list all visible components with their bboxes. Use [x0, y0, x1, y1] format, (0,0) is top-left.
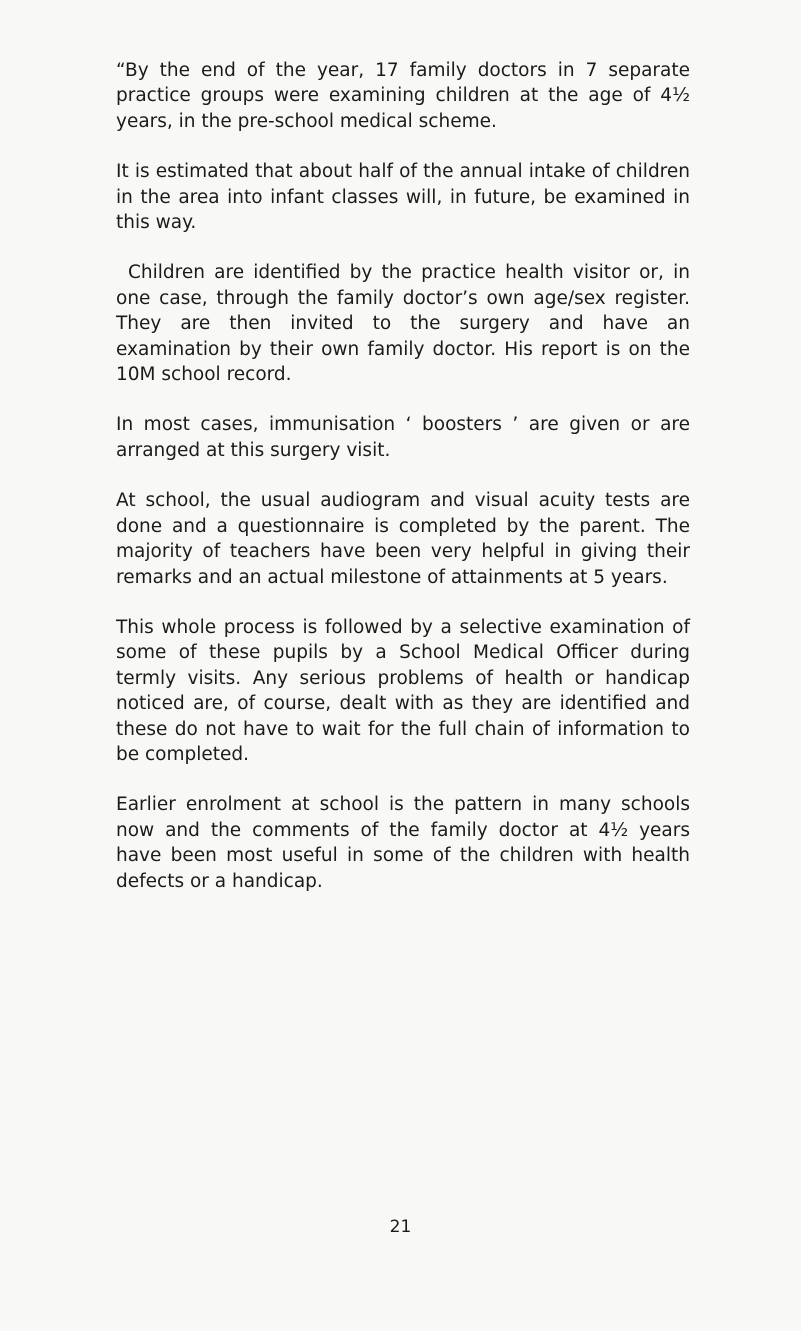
paragraph-3: Children are identified by the practice health visitor or, in one case, through the family doctor’s own age/sex register. They are then invited to the surgery and have an examination by their own family doctor. His report is on the 10M school record. [116, 262, 690, 386]
body-text [116, 58, 690, 919]
paragraph-6: This whole process is followed by a selective examination of some of these pupils by a School Medical Officer during termly visits. Any serious problems of health or handicap noticed are, of course, dealt with as they are identified and these do not have to wait for the full chain of information to be completed. [116, 616, 690, 765]
paragraph-4: In most cases, immunisation ‘ boosters ’ are given or are arranged at this surgery visit. [116, 414, 690, 461]
paragraph-7: Earlier enrolment at school is the pattern in many schools now and the comments of the family doctor at 4½ years have been most useful in some of the children with health defects or a handicap. [116, 794, 690, 892]
paragraph-2: It is estimated that about half of the annual intake of children in the area into infant classes will, in future, be examined in this way. [116, 161, 690, 234]
page-number: 21 [389, 1217, 412, 1237]
paragraph-5: At school, the usual audiogram and visual acuity tests are done and a questionnaire is completed by the parent. The majority of teachers have been very helpful in giving their remarks and an actual milestone of attainments at 5 years. [116, 490, 690, 588]
paragraph-1: “By the end of the year, 17 family doctors in 7 separate practice groups were examining children at the age of 4½ years, in the pre-school medical scheme. [116, 60, 690, 132]
